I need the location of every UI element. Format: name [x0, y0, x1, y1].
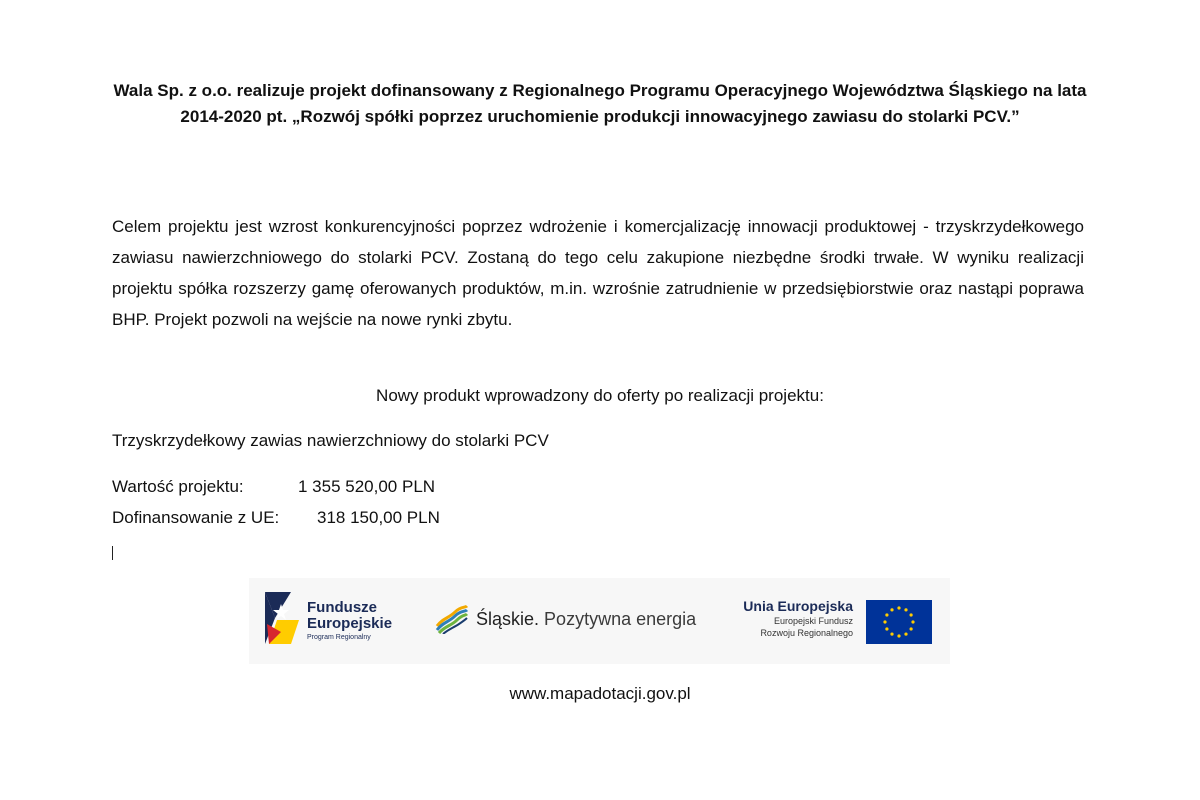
fe-line3: Program Regionalny	[307, 634, 371, 641]
slaskie-wave-icon	[435, 604, 469, 634]
ue-line2: Europejski Fundusz	[773, 616, 853, 626]
eu-star	[904, 633, 907, 636]
slaskie-name: Śląskie.	[476, 609, 540, 629]
slaskie-text	[476, 609, 696, 630]
new-product-heading: Nowy produkt wprowadzony do oferty po realizacji projektu:	[376, 386, 824, 405]
text-cursor	[112, 546, 113, 560]
eu-star	[890, 633, 893, 636]
fundusze-europejskie-logo-icon	[261, 588, 301, 650]
eu-star	[885, 613, 888, 616]
eu-star	[911, 620, 914, 623]
eu-flag-icon	[866, 600, 932, 644]
project-description: Celem projektu jest wzrost konkurencyjności poprzez wdrożenie i komercjalizację innowacji produktowej - trzyskrzydełkowego zawiasu nawierzchniowego do stolarki PCV. Zostaną do tego celu zakupione niezbędne środki trwałe. W wyniku realizacji projektu spółka rozszerzy gamę oferowanych produktów, m.in. wzrośnie zatrudnienie w przedsiębiorstwie oraz nastąpi poprawa BHP. Projekt pozwoli na wejście na nowe rynki zbytu.	[112, 217, 1084, 329]
eu-star	[885, 627, 888, 630]
logo-strip	[249, 578, 950, 664]
ue-text	[733, 598, 853, 639]
eu-funding-label: Dofinansowanie z UE:	[112, 508, 280, 527]
eu-star	[883, 620, 886, 623]
eu-funding-row	[112, 505, 440, 531]
eu-star	[890, 608, 893, 611]
eu-star	[910, 613, 913, 616]
ue-line3: Rozwoju Regionalnego	[760, 628, 853, 638]
project-value-amount: 1 355 520,00 PLN	[298, 477, 436, 496]
eu-funding-amount: 318 150,00 PLN	[317, 508, 440, 527]
eu-star	[897, 606, 900, 609]
eu-star	[910, 627, 913, 630]
website-url: www.mapadotacji.gov.pl	[509, 684, 691, 703]
product-name: Trzyskrzydełkowy zawias nawierzchniowy do stolarki PCV	[112, 431, 549, 450]
page-title: Wala Sp. z o.o. realizuje projekt dofinansowany z Regionalnego Programu Operacyjnego Województwa Śląskiego na lata 2014-2020 pt. „Rozwój spółki poprzez uruchomienie produkcji innowacyjnego zawiasu do stolarki PCV.”	[113, 81, 1087, 126]
fundusze-europejskie-text	[307, 600, 392, 641]
ue-line1: Unia Europejska	[743, 598, 853, 614]
project-value-label: Wartość projektu:	[112, 477, 244, 496]
project-value-row	[112, 474, 435, 500]
eu-star	[904, 608, 907, 611]
fe-line1: Fundusze	[307, 599, 377, 616]
eu-star	[897, 634, 900, 637]
slaskie-tagline: Pozytywna energia	[544, 609, 697, 629]
fe-line2: Europejskie	[307, 615, 393, 632]
